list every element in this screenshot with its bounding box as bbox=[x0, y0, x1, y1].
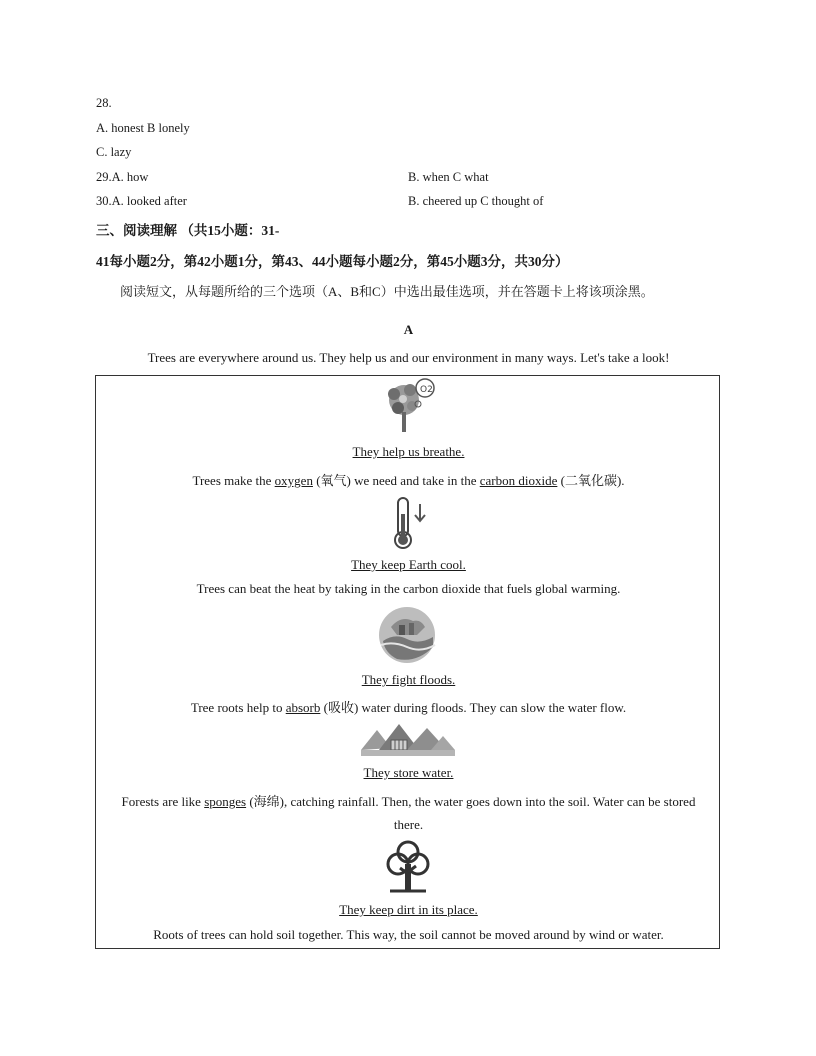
flood-globe-icon bbox=[377, 605, 437, 665]
mountain-lake-icon bbox=[361, 720, 455, 758]
item-cool-title-text: They keep Earth cool. bbox=[351, 557, 466, 572]
item-breathe-text-1: Trees make the bbox=[192, 473, 275, 488]
tree-icon bbox=[386, 840, 430, 896]
item-water-text bbox=[95, 791, 722, 810]
q28-number: 28. bbox=[96, 96, 112, 110]
item-floods-text-1: Tree roots help to bbox=[190, 700, 286, 715]
q30-options-b-c: B. cheered up C thought of bbox=[408, 194, 544, 208]
section-instructions: 阅读短文，从每题所给的三个选项（A、B和C）中选出最佳选项，并在答题卡上将该项涂黑。 bbox=[120, 284, 654, 299]
item-cool-text: Trees can beat the heat by taking in the carbon dioxide that fuels global warming. bbox=[196, 581, 621, 596]
svg-text:O2: O2 bbox=[420, 385, 433, 395]
item-breathe-text-3: (二氧化碳). bbox=[557, 473, 625, 488]
item-breathe-title-text: They help us breathe. bbox=[352, 444, 465, 459]
item-water-text-2: (海绵), catching rainfall. Then, the water goes down into the soil. Water can be stored bbox=[246, 794, 696, 809]
item-floods-title bbox=[95, 672, 722, 688]
q29-option-a: 29.A. how bbox=[96, 170, 149, 184]
item-water-text-1: Forests are like bbox=[121, 794, 205, 809]
item-water-word-sponges: sponges bbox=[204, 794, 247, 809]
item-breathe-text bbox=[95, 470, 722, 489]
oxygen-tree-icon bbox=[378, 378, 438, 436]
item-floods-text bbox=[95, 697, 722, 716]
item-floods-word-absorb: absorb bbox=[285, 700, 321, 715]
q30-option-a: 30.A. looked after bbox=[96, 194, 187, 208]
thermometer-icon bbox=[388, 496, 432, 550]
passage-intro: Trees are everywhere around us. They help us and our environment in many ways. Let's take a look! bbox=[147, 350, 670, 365]
item-floods-text-2: (吸收) water during floods. They can slow the water flow. bbox=[320, 700, 627, 715]
item-cool-title bbox=[95, 557, 722, 573]
q29-options-b-c: B. when C what bbox=[408, 170, 489, 184]
item-breathe-text-2: (氧气) we need and take in the bbox=[312, 473, 480, 488]
item-breathe-word-carbon-dioxide: carbon dioxide bbox=[479, 473, 558, 488]
section-heading-line2: 41每小题2分，第42小题1分，第43、44小题每小题2分，第45小题3分，共30分） bbox=[96, 254, 569, 269]
section-heading-line1: 三、阅读理解 （共15小题：31- bbox=[96, 223, 280, 238]
item-water-title-text: They store water. bbox=[363, 765, 454, 780]
item-water-text-line2: there. bbox=[393, 817, 424, 832]
passage-label: A bbox=[403, 322, 414, 337]
item-dirt-title bbox=[95, 902, 722, 918]
item-floods-title-text: They fight floods. bbox=[361, 672, 456, 687]
item-dirt-title-text: They keep dirt in its place. bbox=[339, 902, 478, 917]
q28-option-c: C. lazy bbox=[96, 145, 132, 159]
q28-options-a-b: A. honest B lonely bbox=[96, 121, 190, 135]
item-dirt-text: Roots of trees can hold soil together. This way, the soil cannot be moved around by wind or water. bbox=[153, 927, 664, 942]
item-breathe-word-oxygen: oxygen bbox=[274, 473, 313, 488]
item-breathe-title bbox=[95, 444, 722, 460]
item-water-title bbox=[95, 765, 722, 781]
